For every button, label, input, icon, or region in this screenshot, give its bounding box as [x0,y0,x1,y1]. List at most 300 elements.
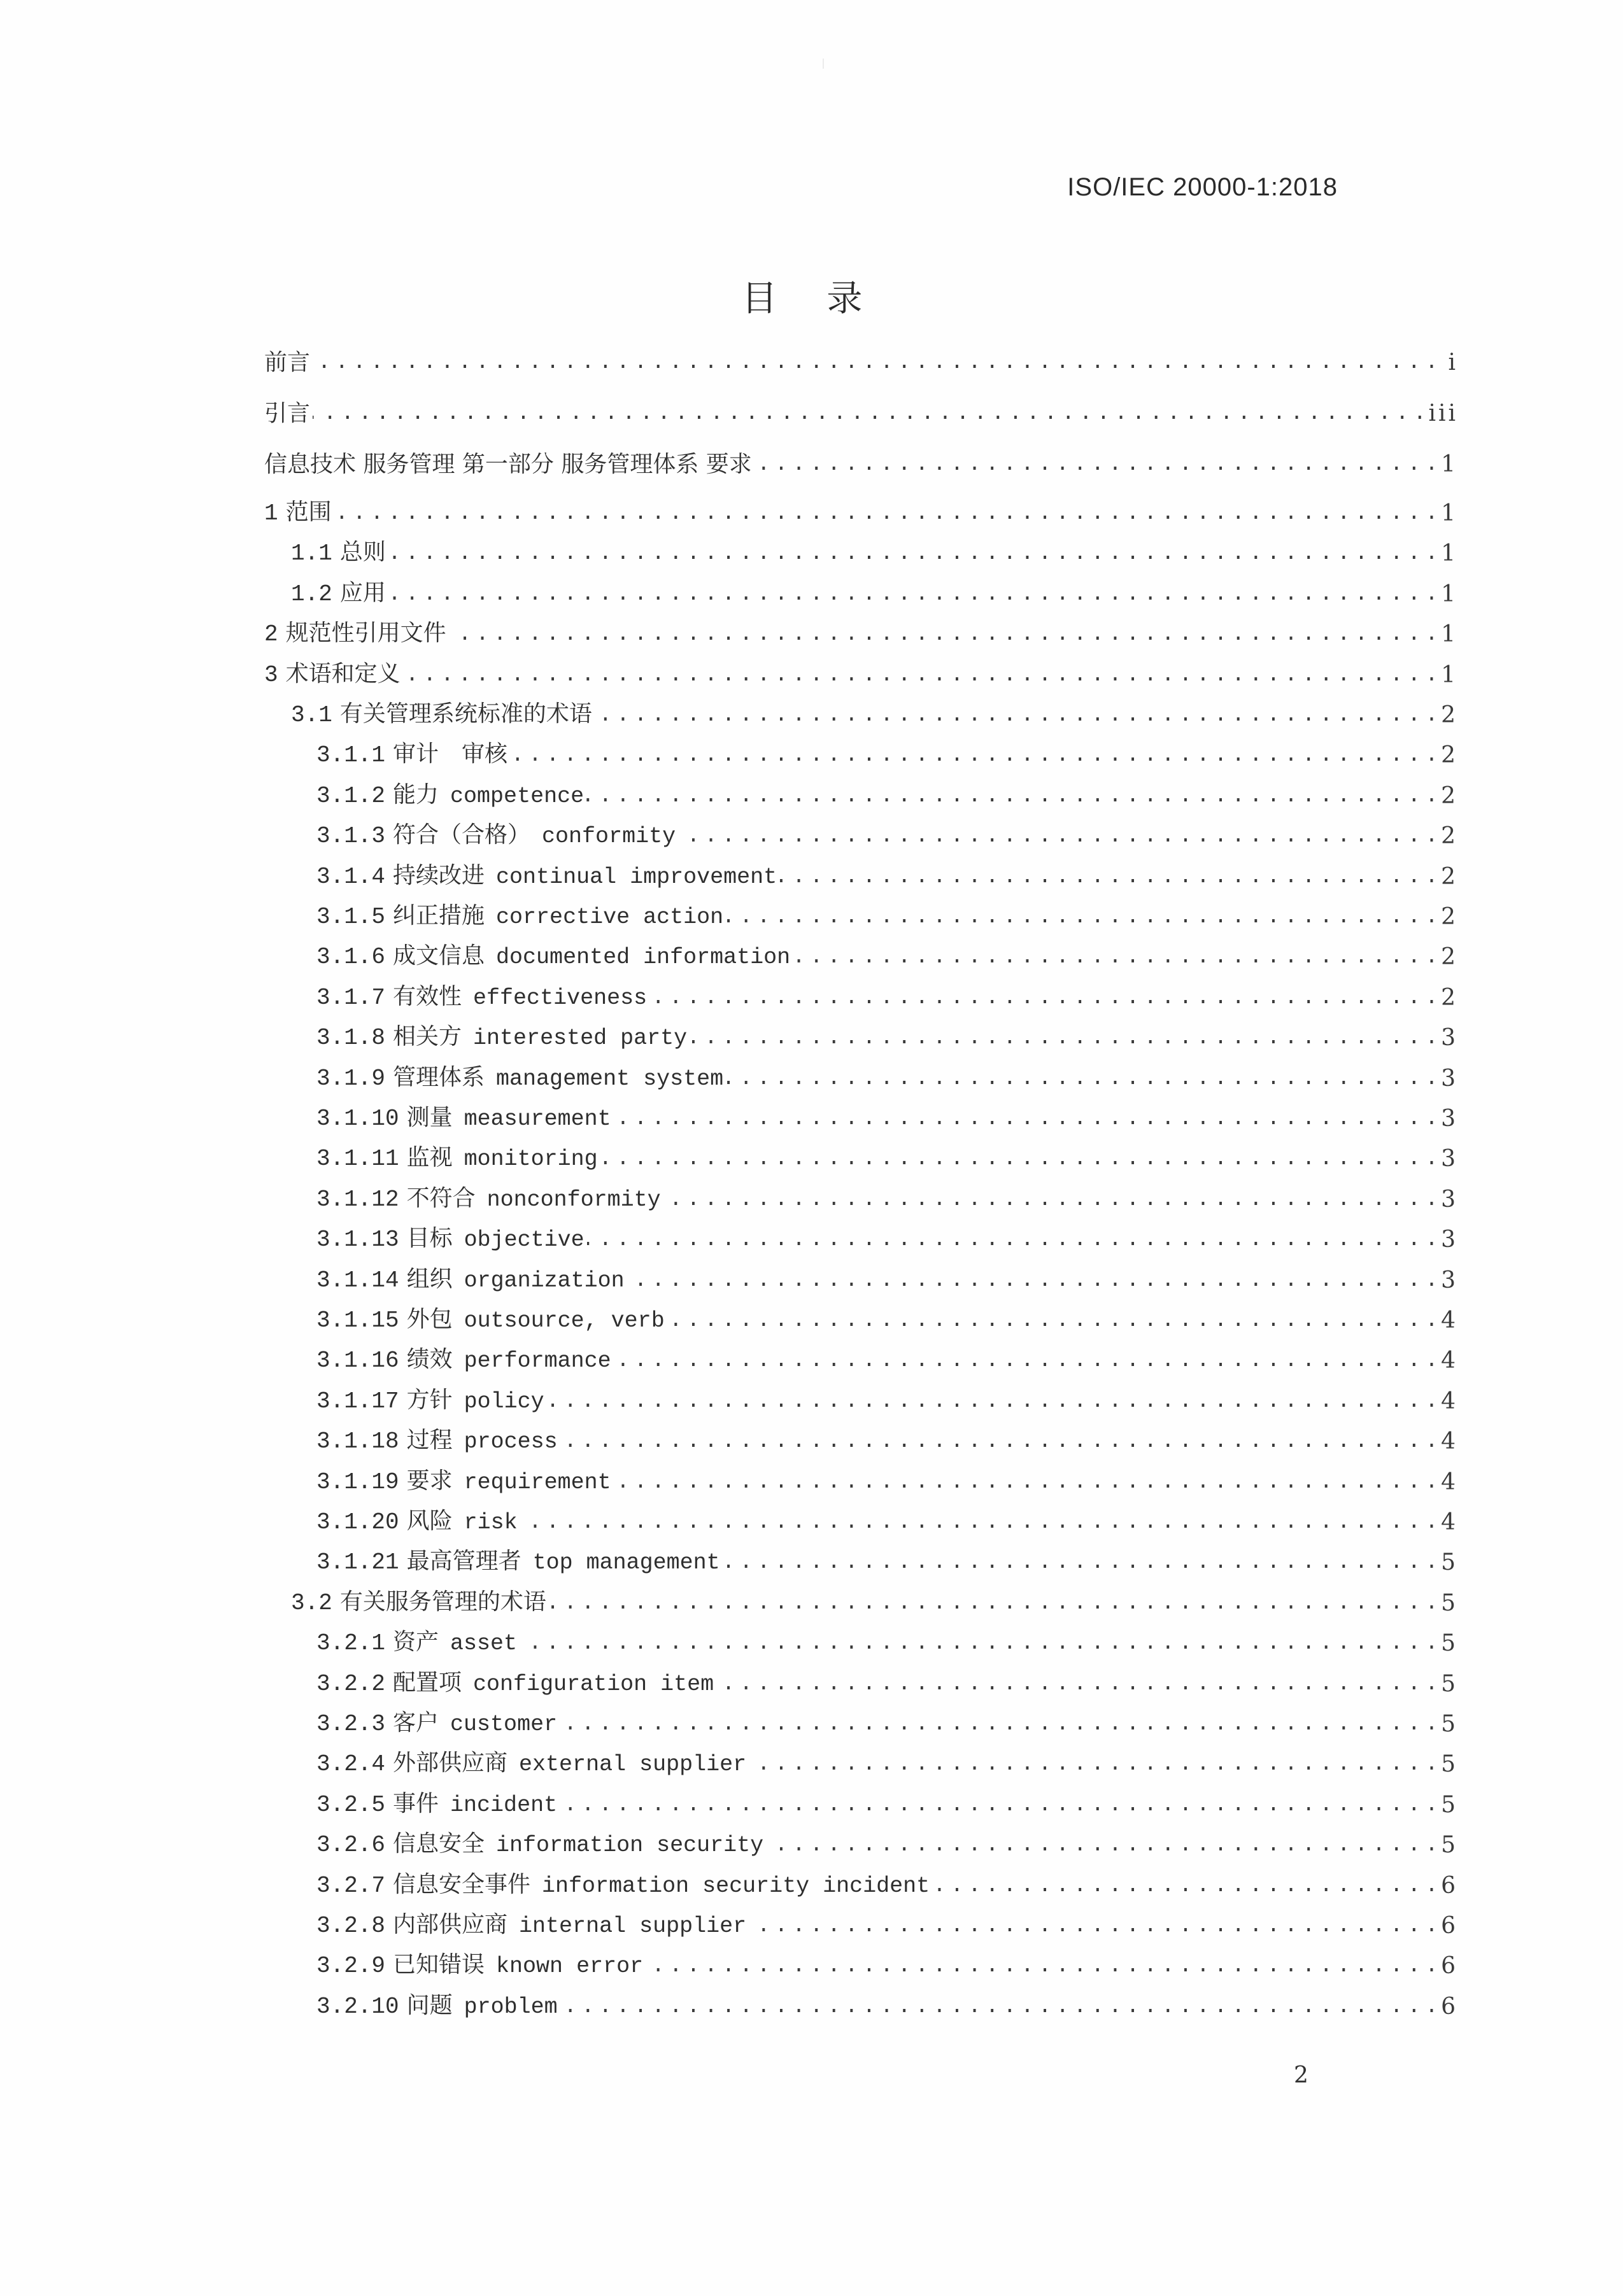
dot-leader [726,1064,1434,1094]
section-number: 3.1.18 [316,1428,399,1454]
toc-entry[interactable] [264,1623,1458,1659]
section-number: 3.1.1 [316,742,386,768]
toc-entry-content [264,1143,1458,1174]
toc-entry-content [264,1102,1458,1134]
dot-leader [766,1830,1434,1861]
dot-leader [313,398,1422,429]
toc-entry[interactable] [264,1381,1458,1417]
section-title-zh: 配置项 [393,1670,462,1696]
toc-entry-label [316,1789,557,1821]
toc-page-number: 6 [1441,1994,1458,2020]
dot-leader [716,1669,1434,1700]
toc-entry-label [316,780,584,812]
section-title-zh: 术语和定义 [285,661,400,687]
section-title-zh: 持续改进 [393,863,485,889]
toc-page-number: 5 [1441,1832,1458,1858]
toc-page-number: 3 [1441,1227,1458,1253]
toc-entry-label [264,348,310,378]
dot-leader [388,579,1434,610]
toc-page-number: 2 [1441,944,1458,970]
section-number: 3.2.4 [316,1751,386,1777]
section-title-en: known error [496,1954,644,1979]
toc-page-number: 5 [1441,1751,1458,1777]
toc-entry[interactable] [264,1180,1458,1215]
dot-leader [749,1749,1434,1780]
section-number: 3.1.3 [316,823,386,849]
dot-leader [560,1790,1434,1821]
toc-entry[interactable] [264,1906,1458,1941]
toc-entry-label [316,1304,665,1336]
section-number: 3.1.7 [316,985,386,1011]
section-title-en: conformity [542,824,676,849]
dot-leader [678,821,1434,852]
toc-page-number: 1 [1441,581,1458,607]
toc-entry[interactable] [264,937,1458,973]
toc-entry[interactable] [264,1542,1458,1578]
toc-page-number: 3 [1441,1146,1458,1172]
toc-entry-label [316,1829,763,1861]
toc-entry[interactable] [264,816,1458,852]
dot-leader [667,1306,1434,1336]
toc-page-number: 3 [1441,1267,1458,1293]
toc-entry-content [264,1466,1458,1498]
dot-leader [595,700,1434,731]
toc-entry[interactable] [264,735,1458,771]
section-title-zh: 范围 [285,499,332,525]
dot-leader [614,1346,1434,1376]
toc-entry-label [316,982,647,1013]
toc-page-number: 2 [1441,783,1458,809]
section-title-zh: 风险 [406,1508,453,1534]
section-number: 3.1.6 [316,944,386,970]
section-title-zh: 资产 [393,1629,439,1655]
dot-leader [334,498,1434,529]
toc-entry-label [264,449,752,480]
toc-entry[interactable] [264,1462,1458,1498]
section-title-en: risk [464,1510,518,1535]
toc-entry[interactable] [264,1583,1458,1619]
toc-entry-label [264,659,400,691]
dot-leader [600,1144,1434,1174]
toc-page-number: 5 [1441,1549,1458,1575]
toc-entry[interactable] [264,1260,1458,1296]
section-title-en: information security incident [542,1873,930,1899]
toc-page-number: 3 [1441,1106,1458,1132]
toc-entry[interactable] [264,695,1458,731]
section-title-en: asset [450,1631,518,1656]
section-number: 3.2 [291,1590,332,1616]
toc-entry[interactable] [264,1704,1458,1740]
toc-page-number: 5 [1441,1671,1458,1697]
section-title-en: effectiveness [473,985,648,1011]
toc-entry-label [316,1506,518,1538]
toc-entry-content [264,1425,1458,1457]
toc-entry[interactable] [264,776,1458,812]
section-title-en: external supplier [519,1752,747,1777]
section-number: 3.1.15 [316,1307,399,1334]
dot-leader [560,1992,1434,2022]
toc-entry[interactable] [264,857,1458,892]
dot-leader [749,1911,1434,1941]
toc-entry-content [264,1708,1458,1740]
section-title-en: requirement [464,1470,611,1495]
section-number: 3.1.14 [316,1267,399,1293]
toc-entry[interactable] [264,897,1458,933]
section-number: 3.1.9 [316,1066,386,1092]
toc-entry-content [264,1870,1458,1901]
toc-entry-content [264,1264,1458,1296]
dot-leader [560,1709,1434,1740]
toc-entry-label [316,1223,585,1255]
section-number: 3.2.5 [316,1792,386,1818]
dot-leader [449,619,1434,650]
toc-page-number: 6 [1441,1913,1458,1939]
toc-page-number: 5 [1441,1711,1458,1737]
toc-page-number: iii [1428,400,1458,426]
toc-entry-content [264,1506,1458,1538]
toc-page-number: 5 [1441,1630,1458,1656]
toc-entry-content [264,901,1458,933]
toc-entry-content [264,1627,1458,1659]
page-title: 目 录 [741,278,882,320]
toc-entry-content [264,1304,1458,1336]
section-title-en: problem [464,1994,558,2020]
toc-entry-content [264,1668,1458,1700]
dot-leader [663,1185,1434,1215]
toc-entry-label [316,1990,558,2022]
section-title-en: process [464,1429,558,1454]
section-title-zh: 要求 [406,1468,453,1494]
toc-entry[interactable] [264,1744,1458,1780]
dot-leader [614,1467,1434,1498]
section-title-zh: 绩效 [406,1346,453,1372]
toc-entry-label [316,1546,720,1578]
section-title-zh: 方针 [406,1387,453,1413]
dot-leader [560,1426,1434,1457]
section-title-en: monitoring [464,1146,598,1172]
toc-entry-label [316,1264,625,1296]
section-number: 3 [264,662,278,688]
toc-entry[interactable] [264,1059,1458,1094]
toc-page-number: 6 [1441,1953,1458,1979]
toc-entry-content [264,618,1458,650]
section-title-zh: 成文信息 [393,943,485,969]
section-number: 2 [264,621,278,647]
section-title-zh: 外部供应商 [393,1750,508,1776]
section-title-en: internal supplier [519,1913,747,1939]
toc-entry-label [316,901,723,933]
dot-leader [779,862,1434,892]
section-number: 1.2 [291,581,332,607]
toc-entry-content [264,1829,1458,1861]
toc-entry-label [316,1344,611,1376]
section-title-en: competence [450,784,585,809]
toc-entry[interactable] [264,493,1458,529]
section-title-en: outsource, verb [464,1308,665,1334]
section-title-en: management system [496,1066,724,1092]
section-title-zh: 过程 [406,1427,453,1453]
section-title-zh: 事件 [393,1791,439,1817]
toc-entry-content [264,1990,1458,2022]
section-number: 3.1.5 [316,904,386,930]
toc-entry-content [264,1789,1458,1821]
section-title-zh: 监视 [406,1144,453,1171]
section-title-en: organization [464,1268,625,1293]
section-title-zh: 纠正措施 [393,903,485,929]
dot-leader [723,1547,1434,1578]
section-number: 3.1.12 [316,1187,399,1213]
toc-entry-label [291,1587,546,1619]
toc-page-number: 4 [1441,1509,1458,1535]
section-title-zh: 目标 [406,1225,453,1251]
toc-entry-label [316,1425,558,1457]
toc-entry[interactable] [264,1825,1458,1861]
toc-entry-content [264,861,1458,892]
toc-entry[interactable] [264,1220,1458,1255]
toc-entry-label [316,861,777,892]
toc-entry-label [316,1668,714,1700]
toc-entry-label [316,1748,746,1780]
toc-entry-label [316,1102,611,1134]
toc-entry-label [316,739,507,771]
toc-entry[interactable] [264,1099,1458,1134]
section-number: 1 [264,500,278,526]
section-title-zh: 外包 [406,1306,453,1332]
dot-leader [313,348,1434,378]
toc-page-number: 2 [1441,702,1458,728]
toc-page-number: 2 [1441,823,1458,849]
section-number: 3.1.13 [316,1227,399,1253]
section-number: 3.1.4 [316,864,386,890]
toc-entry[interactable] [264,614,1458,650]
toc-entry-label [316,1385,544,1417]
section-number: 3.1 [291,702,332,728]
toc-entry-label [316,941,790,973]
toc-entry[interactable] [264,1300,1458,1336]
toc-entry[interactable] [264,1341,1458,1376]
section-title-en: nonconformity [486,1187,661,1213]
toc-entry-content [264,1223,1458,1255]
toc-entry-label [291,578,386,610]
toc-page-number: 3 [1441,1187,1458,1213]
toc-entry-label [316,1627,517,1659]
dot-leader [520,1628,1434,1659]
toc-entry-label [316,1950,643,1982]
toc-entry-label [316,1183,661,1215]
toc-entry-label [316,820,676,852]
toc-entry[interactable] [264,1664,1458,1700]
section-number: 3.2.9 [316,1953,386,1979]
toc-page-number: 4 [1441,1307,1458,1334]
toc-entry-label [264,618,446,650]
toc-entry-content [264,537,1458,569]
section-number: 3.2.10 [316,1994,399,2020]
toc-entry[interactable] [264,393,1458,429]
toc-entry-label [316,1910,746,1941]
section-title-zh: 有效性 [393,983,462,1010]
section-number: 3.1.21 [316,1549,399,1575]
toc-entry-label [316,1143,598,1174]
toc-page-number: 1 [1441,540,1458,567]
toc-entry-content [264,1587,1458,1619]
toc-entry-content [264,578,1458,610]
section-title-zh: 信息安全 [393,1831,485,1857]
section-title-en: documented information [496,945,791,970]
toc-entry-content [264,1748,1458,1780]
toc-page-number: 1 [1441,662,1458,688]
toc-entry-content [264,739,1458,771]
section-title-zh: 测量 [406,1104,453,1130]
section-title-en: configuration item [473,1672,714,1697]
section-title-zh: 相关方 [393,1024,462,1050]
toc-page-number: i [1448,349,1458,376]
section-title-en: policy [464,1389,544,1414]
dot-leader [547,1386,1434,1417]
toc-page-number: 3 [1441,1066,1458,1092]
section-title-en: customer [450,1712,558,1737]
section-title-zh: 有关管理系统标准的术语 [339,701,592,727]
toc-entry[interactable] [264,444,1458,480]
toc-entry-content [264,699,1458,731]
toc-entry[interactable] [264,1785,1458,1821]
toc-page-number: 4 [1441,1388,1458,1414]
section-title-zh: 审计 审核 [393,741,508,767]
dot-leader [549,1588,1434,1619]
dot-leader [520,1507,1434,1538]
dot-leader [586,781,1434,812]
toc-page-number: 2 [1441,864,1458,890]
section-number: 3.1.11 [316,1146,399,1172]
toc-entry-content [264,1385,1458,1417]
toc-page-number: 2 [1441,742,1458,768]
toc-entry-label [264,497,332,529]
section-title-zh: 总则 [339,539,386,565]
toc-entry[interactable] [264,1502,1458,1538]
toc-entry-label [291,537,386,569]
toc-entry-label [316,1062,723,1094]
toc-entry-content [264,1062,1458,1094]
toc-entry[interactable] [264,1987,1458,2022]
toc-entry-content [264,1183,1458,1215]
section-title-zh: 前言 [264,349,311,376]
toc-entry[interactable] [264,1139,1458,1174]
section-title-en: information security [496,1833,764,1858]
toc-entry[interactable] [264,533,1458,569]
section-number: 3.2.3 [316,1711,386,1737]
section-title-en: measurement [464,1106,611,1132]
dot-leader [403,660,1434,691]
toc-page-number: 1 [1441,500,1458,526]
toc-page-number: 3 [1441,1025,1458,1051]
section-title-zh: 规范性引用文件 [285,620,446,646]
dot-leader [627,1265,1434,1296]
section-number: 3.2.6 [316,1832,386,1858]
toc-page-number: 6 [1441,1873,1458,1899]
section-title-zh: 不符合 [406,1185,476,1211]
toc-page-number: 5 [1441,1792,1458,1818]
toc-entry[interactable] [264,574,1458,610]
toc-entry-content [264,1344,1458,1376]
toc-entry[interactable] [264,1018,1458,1053]
section-title-zh: 客户 [393,1710,439,1736]
section-number: 3.1.2 [316,783,386,809]
section-number: 3.1.17 [316,1388,399,1414]
section-title-zh: 信息安全事件 [393,1871,531,1898]
dot-leader [587,1225,1434,1255]
toc-entry[interactable] [264,655,1458,691]
section-number: 3.2.2 [316,1671,386,1697]
toc-entry-label [291,699,592,731]
toc-entry-content [264,982,1458,1013]
toc-entry-content [264,348,1458,378]
toc-entry-content [264,1546,1458,1578]
toc-entry-content [264,820,1458,852]
dot-leader [388,539,1434,569]
section-number: 3.1.16 [316,1348,399,1374]
toc-entry-content [264,659,1458,691]
toc-page-number: 4 [1441,1348,1458,1374]
section-title-zh: 符合（合格） [393,822,531,848]
section-title-zh: 组织 [406,1266,453,1292]
dot-leader [726,902,1434,933]
toc-entry-content [264,780,1458,812]
dot-leader [793,942,1434,973]
toc-entry-label [316,1708,557,1740]
section-title-en: continual improvement [496,864,777,890]
document-code: ISO/IEC 20000-1:2018 [1067,173,1338,201]
dot-leader [932,1871,1434,1901]
dot-leader [649,983,1434,1013]
section-title-en: performance [464,1348,611,1374]
section-number: 3.2.7 [316,1873,386,1899]
scan-artifact [823,59,824,69]
dot-leader [510,740,1434,771]
section-title-zh: 最高管理者 [406,1548,521,1574]
toc-page-number: 1 [1441,451,1458,477]
section-number: 3.1.8 [316,1025,386,1051]
section-title-en: interested party [473,1025,688,1051]
toc-page-number: 4 [1441,1469,1458,1495]
toc-entry[interactable] [264,1946,1458,1982]
toc-page-number: 1 [1441,621,1458,647]
toc-entry-label [264,398,310,429]
toc-entry-label [316,1870,930,1901]
section-title-en: top management [532,1550,720,1575]
toc-entry-content [264,941,1458,973]
toc-entry-content [264,449,1458,480]
section-title-zh: 能力 [393,782,439,808]
dot-leader [646,1951,1434,1982]
toc-entry[interactable] [264,1866,1458,1901]
section-number: 3.2.8 [316,1913,386,1939]
toc-entry[interactable] [264,978,1458,1013]
section-title-zh: 内部供应商 [393,1912,508,1938]
toc-page-number: 5 [1441,1590,1458,1616]
section-number: 3.1.20 [316,1509,399,1535]
toc-entry[interactable] [264,342,1458,378]
section-title-en: corrective action [496,905,724,930]
toc-entry-content [264,1910,1458,1941]
toc-entry-content [264,1950,1458,1982]
page-number: 2 [1294,2062,1308,2088]
section-number: 3.2.1 [316,1630,386,1656]
section-title-zh: 信息技术 服务管理 第一部分 服务管理体系 要求 [264,451,752,477]
section-title-en: objective [464,1227,585,1253]
toc-entry-content [264,398,1458,429]
toc-entry[interactable] [264,1421,1458,1457]
section-number: 1.1 [291,540,332,567]
dot-leader [690,1023,1434,1053]
